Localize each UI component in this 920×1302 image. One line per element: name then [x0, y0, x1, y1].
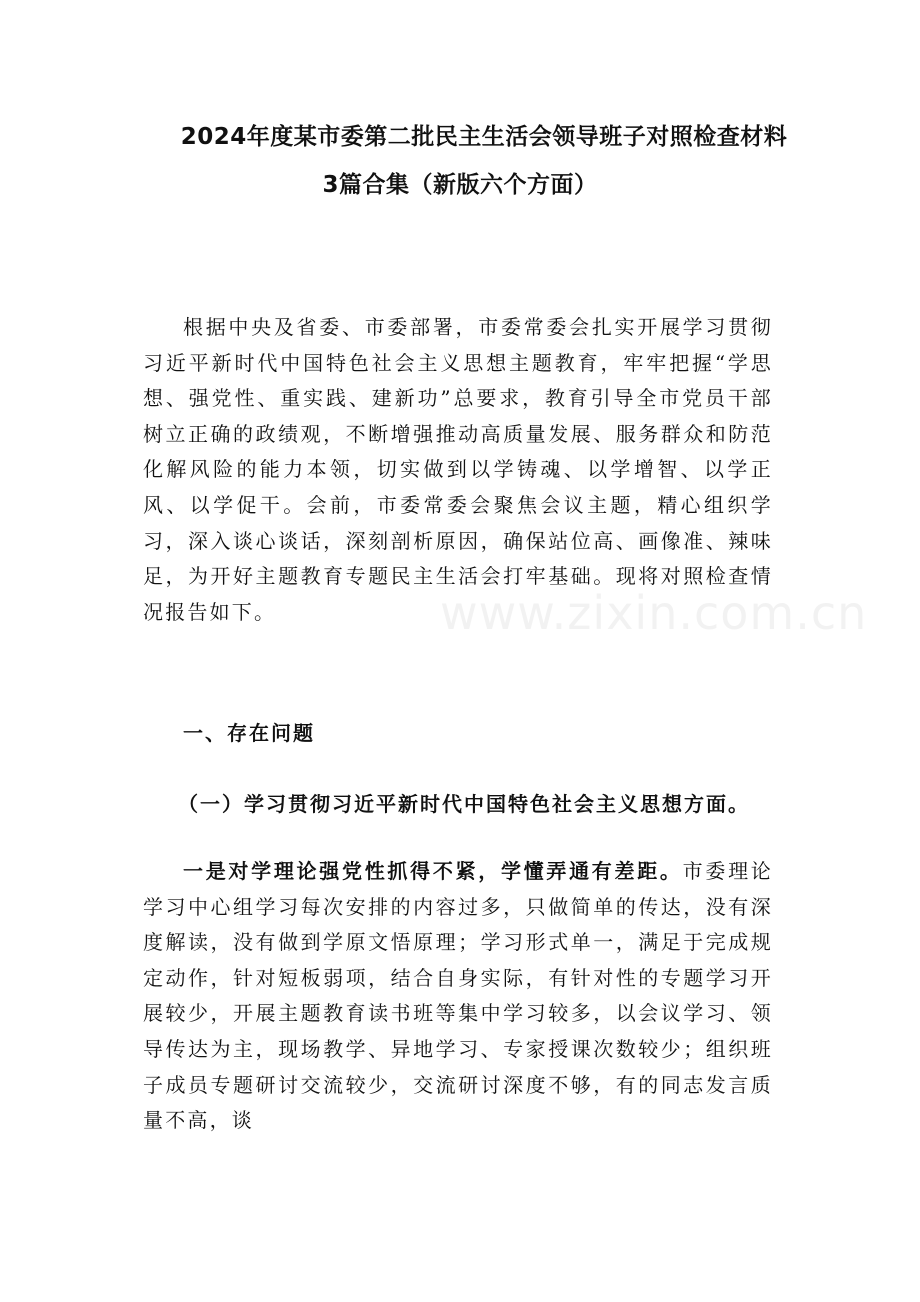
intro-paragraph: 根据中央及省委、市委部署，市委常委会扎实开展学习贯彻习近平新时代中国特色社会主义思想主题教育，牢牢把握“学思想、强党性、重实践、建新功”总要求，教育引导全市党员干部树立正确的政绩观，不断增强推动高质量发展、服务群众和防范化解风险的能力本领，切实做到以学铸魂、以学增智、以学正风、以学促干。会前，市委常委会聚焦会议主题，精心组织学习，深入谈心谈话，深刻剖析原因，确保站位高、画像准、辣味足，为开好主题教育专题民主生活会打牢基础。现将对照检查情况报告如下。: [143, 315, 773, 624]
point-lead: 一是对学理论强党性抓得不紧，学懂弄通有差距。: [183, 859, 683, 883]
document-title-line-1: 2024年度某市委第二批民主生活会领导班子对照检查材料: [180, 124, 788, 150]
watermark: www.zixin.com.cn: [440, 586, 868, 640]
section-heading: 一、存在问题: [183, 721, 315, 745]
point-paragraph: [143, 854, 773, 1139]
document-title-line-2: 3篇合集（新版六个方面）: [322, 172, 598, 198]
point-body: 市委理论学习中心组学习每次安排的内容过多，只做简单的传达，没有深度解读，没有做到学原文悟原理；学习形式单一，满足于完成规定动作，针对短板弱项，结合自身实际，有针对性的专题学习开展较少，开展主题教育读书班等集中学习较多，以会议学习、领导传达为主，现场教学、异地学习、专家授课次数较少；组织班子成员专题研讨交流较少，交流研讨深度不够，有的同志发言质量不高，谈: [143, 859, 773, 1133]
subsection-heading: （一）学习贯彻习近平新时代中国特色社会主义思想方面。: [178, 792, 750, 816]
